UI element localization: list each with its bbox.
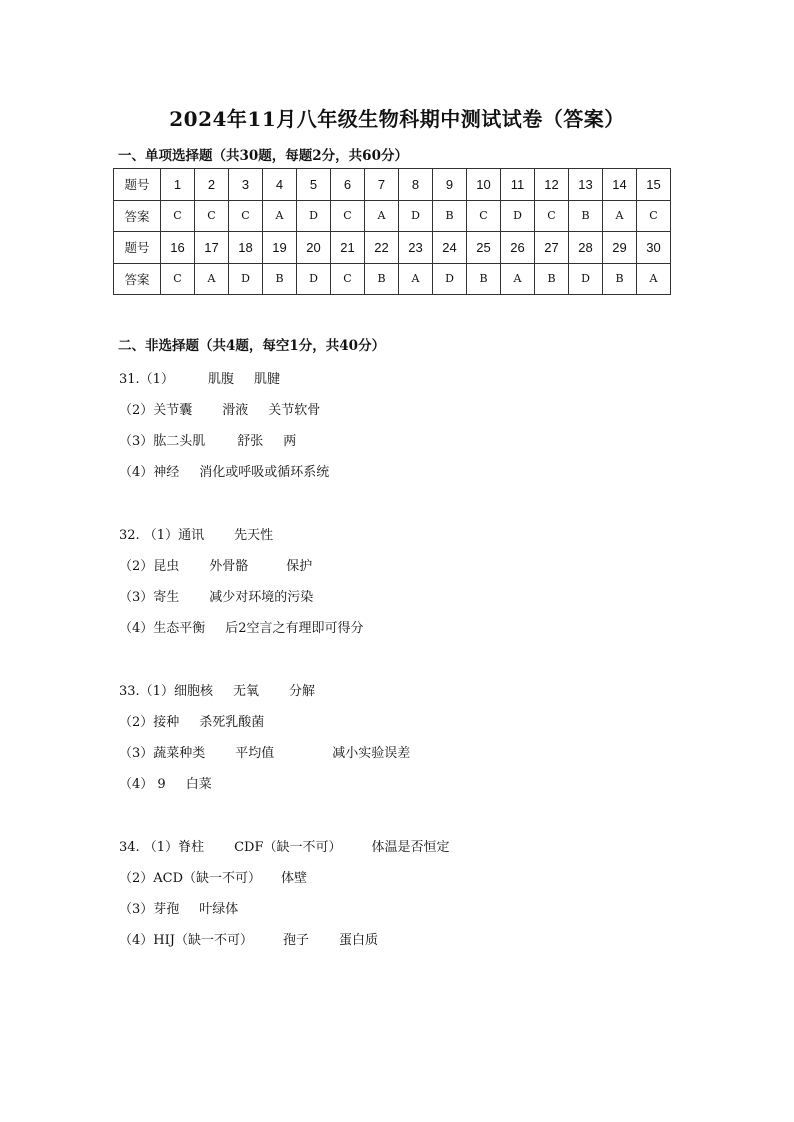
question-number-cell: 23 bbox=[399, 232, 433, 264]
answer-cell: C bbox=[637, 200, 671, 232]
table-row bbox=[114, 232, 671, 264]
answer-cell: B bbox=[263, 263, 297, 295]
question-number-cell: 28 bbox=[569, 232, 603, 264]
q31-line-2 bbox=[119, 399, 320, 418]
answer-cell: A bbox=[399, 263, 433, 295]
answer-text: 减少对环境的污染 bbox=[209, 590, 314, 605]
table-row bbox=[114, 169, 671, 201]
answer-text: 叶绿体 bbox=[199, 902, 239, 917]
q31-line-4 bbox=[119, 461, 329, 480]
answer-cell: A bbox=[263, 200, 297, 232]
q33-line-1 bbox=[119, 680, 315, 699]
table-row bbox=[114, 200, 671, 232]
question-number-cell: 12 bbox=[535, 169, 569, 201]
answer-text: （4）HIJ（缺一不可） bbox=[119, 933, 253, 948]
answer-text: 减小实验误差 bbox=[332, 746, 411, 761]
question-number-cell: 9 bbox=[433, 169, 467, 201]
q34-line-1 bbox=[119, 836, 449, 855]
answer-cell: C bbox=[535, 200, 569, 232]
question-number-cell: 13 bbox=[569, 169, 603, 201]
answer-text: （3）芽孢 bbox=[119, 902, 180, 917]
answer-text: （3）寄生 bbox=[119, 590, 180, 605]
question-number-cell: 4 bbox=[263, 169, 297, 201]
question-number-cell: 6 bbox=[331, 169, 365, 201]
q32-line-2 bbox=[119, 555, 312, 574]
q33-line-4 bbox=[119, 773, 212, 792]
question-number-cell: 26 bbox=[501, 232, 535, 264]
answer-text: （2）关节囊 bbox=[119, 403, 193, 418]
question-number-cell: 19 bbox=[263, 232, 297, 264]
answer-cell: C bbox=[195, 200, 229, 232]
answer-cell: C bbox=[331, 263, 365, 295]
answer-table bbox=[113, 168, 671, 295]
answer-text: 体壁 bbox=[281, 871, 308, 886]
answer-cell: A bbox=[603, 200, 637, 232]
answer-text: 分解 bbox=[288, 684, 315, 699]
answer-cell: A bbox=[195, 263, 229, 295]
answer-cell: A bbox=[637, 263, 671, 295]
question-number-cell: 14 bbox=[603, 169, 637, 201]
answer-text: 肌腱 bbox=[253, 372, 280, 387]
question-number-cell: 17 bbox=[195, 232, 229, 264]
question-number-cell: 3 bbox=[229, 169, 263, 201]
q32-line-3 bbox=[119, 586, 313, 605]
answer-cell: C bbox=[161, 200, 195, 232]
table-row bbox=[114, 263, 671, 295]
answer-cell: C bbox=[229, 200, 263, 232]
answer-text: （4）神经 bbox=[119, 465, 180, 480]
answer-text: （3）蔬菜种类 bbox=[119, 746, 206, 761]
q32-line-1 bbox=[119, 524, 273, 543]
question-number-cell: 1 bbox=[161, 169, 195, 201]
answer-text: 杀死乳酸菌 bbox=[199, 715, 265, 730]
q34-line-2 bbox=[119, 867, 307, 886]
q31-line-3 bbox=[119, 430, 296, 449]
answer-text: 保护 bbox=[286, 559, 313, 574]
answer-cell: C bbox=[161, 263, 195, 295]
question-number-cell: 16 bbox=[161, 232, 195, 264]
q31-line-1 bbox=[119, 368, 280, 387]
answer-cell: B bbox=[467, 263, 501, 295]
question-number-cell: 27 bbox=[535, 232, 569, 264]
answer-text: 34. （1）脊柱 bbox=[119, 840, 205, 855]
question-number-cell: 30 bbox=[637, 232, 671, 264]
answer-text: （3）肱二头肌 bbox=[119, 434, 206, 449]
question-number-cell: 10 bbox=[467, 169, 501, 201]
answer-text: 平均值 bbox=[235, 746, 275, 761]
answer-cell: D bbox=[297, 200, 331, 232]
answer-cell: D bbox=[433, 263, 467, 295]
answer-text: 体温是否恒定 bbox=[371, 840, 450, 855]
answer-cell: B bbox=[535, 263, 569, 295]
question-number-cell: 5 bbox=[297, 169, 331, 201]
question-number-cell: 15 bbox=[637, 169, 671, 201]
answer-text: 消化或呼吸或循环系统 bbox=[199, 465, 330, 480]
q32-line-4 bbox=[119, 617, 364, 636]
answer-text: 滑液 bbox=[222, 403, 249, 418]
answer-text: 肌腹 bbox=[207, 372, 234, 387]
question-number-cell: 8 bbox=[399, 169, 433, 201]
row-label: 题号 bbox=[114, 169, 161, 201]
answer-text: （4） 9 bbox=[119, 777, 166, 792]
question-number-cell: 29 bbox=[603, 232, 637, 264]
answer-text: 32. （1）通讯 bbox=[119, 528, 205, 543]
answer-cell: D bbox=[569, 263, 603, 295]
answer-text: 31.（1） bbox=[119, 372, 174, 387]
question-number-cell: 24 bbox=[433, 232, 467, 264]
q34-line-3 bbox=[119, 898, 238, 917]
question-number-cell: 20 bbox=[297, 232, 331, 264]
q33-line-2 bbox=[119, 711, 264, 730]
answer-cell: D bbox=[229, 263, 263, 295]
question-number-cell: 2 bbox=[195, 169, 229, 201]
row-label: 题号 bbox=[114, 232, 161, 264]
answer-text: 舒张 bbox=[237, 434, 264, 449]
answer-text: （4）生态平衡 bbox=[119, 621, 206, 636]
answer-text: 先天性 bbox=[234, 528, 274, 543]
question-number-cell: 22 bbox=[365, 232, 399, 264]
q33-line-3 bbox=[119, 742, 410, 761]
section-2-heading: 二、非选择题（共4题，每空1分，共40分） bbox=[118, 338, 386, 354]
question-number-cell: 11 bbox=[501, 169, 535, 201]
page-title: 2024年11月八年级生物科期中测试试卷（答案） bbox=[169, 107, 625, 131]
answer-cell: B bbox=[603, 263, 637, 295]
answer-text: 后2空言之有理即可得分 bbox=[225, 621, 364, 636]
answer-text: 关节软骨 bbox=[268, 403, 321, 418]
question-number-cell: 21 bbox=[331, 232, 365, 264]
answer-text: 33.（1）细胞核 bbox=[119, 684, 213, 699]
row-label: 答案 bbox=[114, 200, 161, 232]
q34-line-4 bbox=[119, 929, 378, 948]
answer-cell: C bbox=[331, 200, 365, 232]
question-number-cell: 18 bbox=[229, 232, 263, 264]
answer-cell: A bbox=[365, 200, 399, 232]
question-number-cell: 7 bbox=[365, 169, 399, 201]
answer-text: （2）昆虫 bbox=[119, 559, 180, 574]
answer-text: 两 bbox=[283, 434, 297, 449]
row-label: 答案 bbox=[114, 263, 161, 295]
answer-text: 孢子 bbox=[282, 933, 309, 948]
answer-cell: B bbox=[433, 200, 467, 232]
answer-text: 无氧 bbox=[232, 684, 259, 699]
answer-cell: D bbox=[501, 200, 535, 232]
answer-cell: B bbox=[365, 263, 399, 295]
answer-text: CDF（缺一不可） bbox=[234, 840, 342, 855]
question-number-cell: 25 bbox=[467, 232, 501, 264]
answer-text: 外骨骼 bbox=[209, 559, 249, 574]
answer-text: 蛋白质 bbox=[338, 933, 378, 948]
answer-text: （2）接种 bbox=[119, 715, 180, 730]
section-1-heading: 一、单项选择题（共30题，每题2分，共60分） bbox=[118, 148, 408, 164]
answer-cell: D bbox=[399, 200, 433, 232]
answer-text: （2）ACD（缺一不可） bbox=[119, 871, 262, 886]
answer-cell: A bbox=[501, 263, 535, 295]
answer-cell: C bbox=[467, 200, 501, 232]
answer-cell: B bbox=[569, 200, 603, 232]
answer-text: 白菜 bbox=[185, 777, 212, 792]
answer-cell: D bbox=[297, 263, 331, 295]
